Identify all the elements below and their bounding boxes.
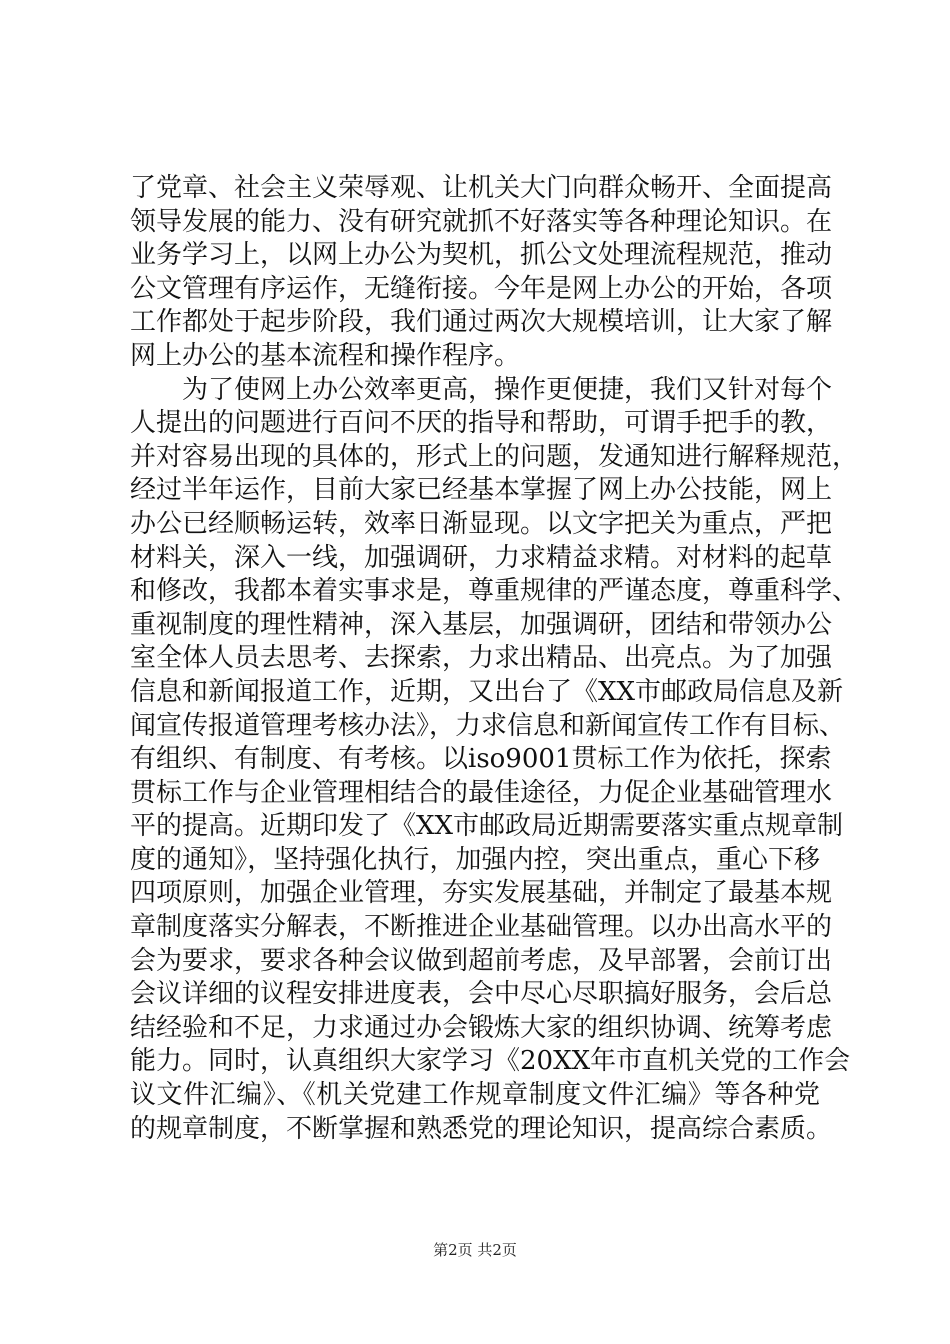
text-line: 室全体人员去思考、去探索，力求出精品、出亮点。为了加强 bbox=[130, 643, 833, 674]
text-line: 会议详细的议程安排进度表，会中尽心尽职搞好服务，会后总 bbox=[130, 979, 833, 1010]
text-line: 为了使网上办公效率更高，操作更便捷，我们又针对每个 bbox=[130, 374, 833, 405]
text-line: 结经验和不足，力求通过办会锻炼大家的组织协调、统筹考虑 bbox=[130, 1012, 833, 1043]
text-line: 并对容易出现的具体的，形式上的问题，发通知进行解释规范， bbox=[130, 441, 859, 472]
text-line: 有组织、有制度、有考核。以iso9001贯标工作为依托，探索 bbox=[130, 744, 832, 775]
text-line: 闻宣传报道管理考核办法》，力求信息和新闻宣传工作有目标、 bbox=[130, 710, 846, 741]
text-line: 贯标工作与企业管理相结合的最佳途径，力促企业基础管理水 bbox=[130, 777, 833, 808]
text-line: 信息和新闻报道工作，近期，又出台了《XX市邮政局信息及新 bbox=[130, 676, 844, 707]
text-line: 人提出的问题进行百问不厌的指导和帮助，可谓手把手的教， bbox=[130, 408, 833, 439]
text-line: 领导发展的能力、没有研究就抓不好落实等各种理论知识。在 bbox=[130, 206, 833, 237]
text-line: 议文件汇编》、《机关党建工作规章制度文件汇编》等各种党 bbox=[130, 1080, 820, 1111]
paragraph-2 bbox=[130, 374, 859, 1147]
page-number: 第2页 共2页 bbox=[433, 1241, 517, 1259]
text-line: 材料关，深入一线，加强调研，力求精益求精。对材料的起草 bbox=[130, 542, 833, 573]
text-line: 度的通知》，坚持强化执行，加强内控，突出重点，重心下移 bbox=[130, 844, 820, 875]
text-line: 办公已经顺畅运转，效率日渐显现。以文字把关为重点，严把 bbox=[130, 508, 833, 539]
paragraph-1 bbox=[130, 172, 833, 374]
text-line: 会为要求，要求各种会议做到超前考虑，及早部署，会前订出 bbox=[130, 945, 833, 976]
text-line: 和修改，我都本着实事求是，尊重规律的严谨态度，尊重科学、 bbox=[130, 576, 859, 607]
text-line: 平的提高。近期印发了《XX市邮政局近期需要落实重点规章制 bbox=[130, 811, 844, 842]
text-line: 工作都处于起步阶段，我们通过两次大规模培训，让大家了解 bbox=[130, 307, 833, 338]
text-line: 了党章、社会主义荣辱观、让机关大门向群众畅开、全面提高 bbox=[130, 173, 833, 203]
text-line: 业务学习上，以网上办公为契机，抓公文处理流程规范，推动 bbox=[130, 240, 833, 271]
text-line: 网上办公的基本流程和操作程序。 bbox=[130, 340, 521, 371]
text-line: 重视制度的理性精神，深入基层，加强调研，团结和带领办公 bbox=[130, 609, 833, 640]
text-line: 章制度落实分解表，不断推进企业基础管理。以办出高水平的 bbox=[130, 912, 833, 943]
text-line: 四项原则，加强企业管理，夯实发展基础，并制定了最基本规 bbox=[130, 878, 833, 909]
text-line: 的规章制度，不断掌握和熟悉党的理论知识，提高综合素质。 bbox=[130, 1113, 833, 1144]
page-footer bbox=[0, 1240, 950, 1260]
text-line: 公文管理有序运作，无缝衔接。今年是网上办公的开始，各项 bbox=[130, 273, 833, 304]
text-line: 经过半年运作，目前大家已经基本掌握了网上办公技能，网上 bbox=[130, 475, 833, 506]
text-line: 能力。同时，认真组织大家学习《20XX年市直机关党的工作会 bbox=[130, 1046, 851, 1077]
document-body bbox=[130, 172, 859, 1146]
